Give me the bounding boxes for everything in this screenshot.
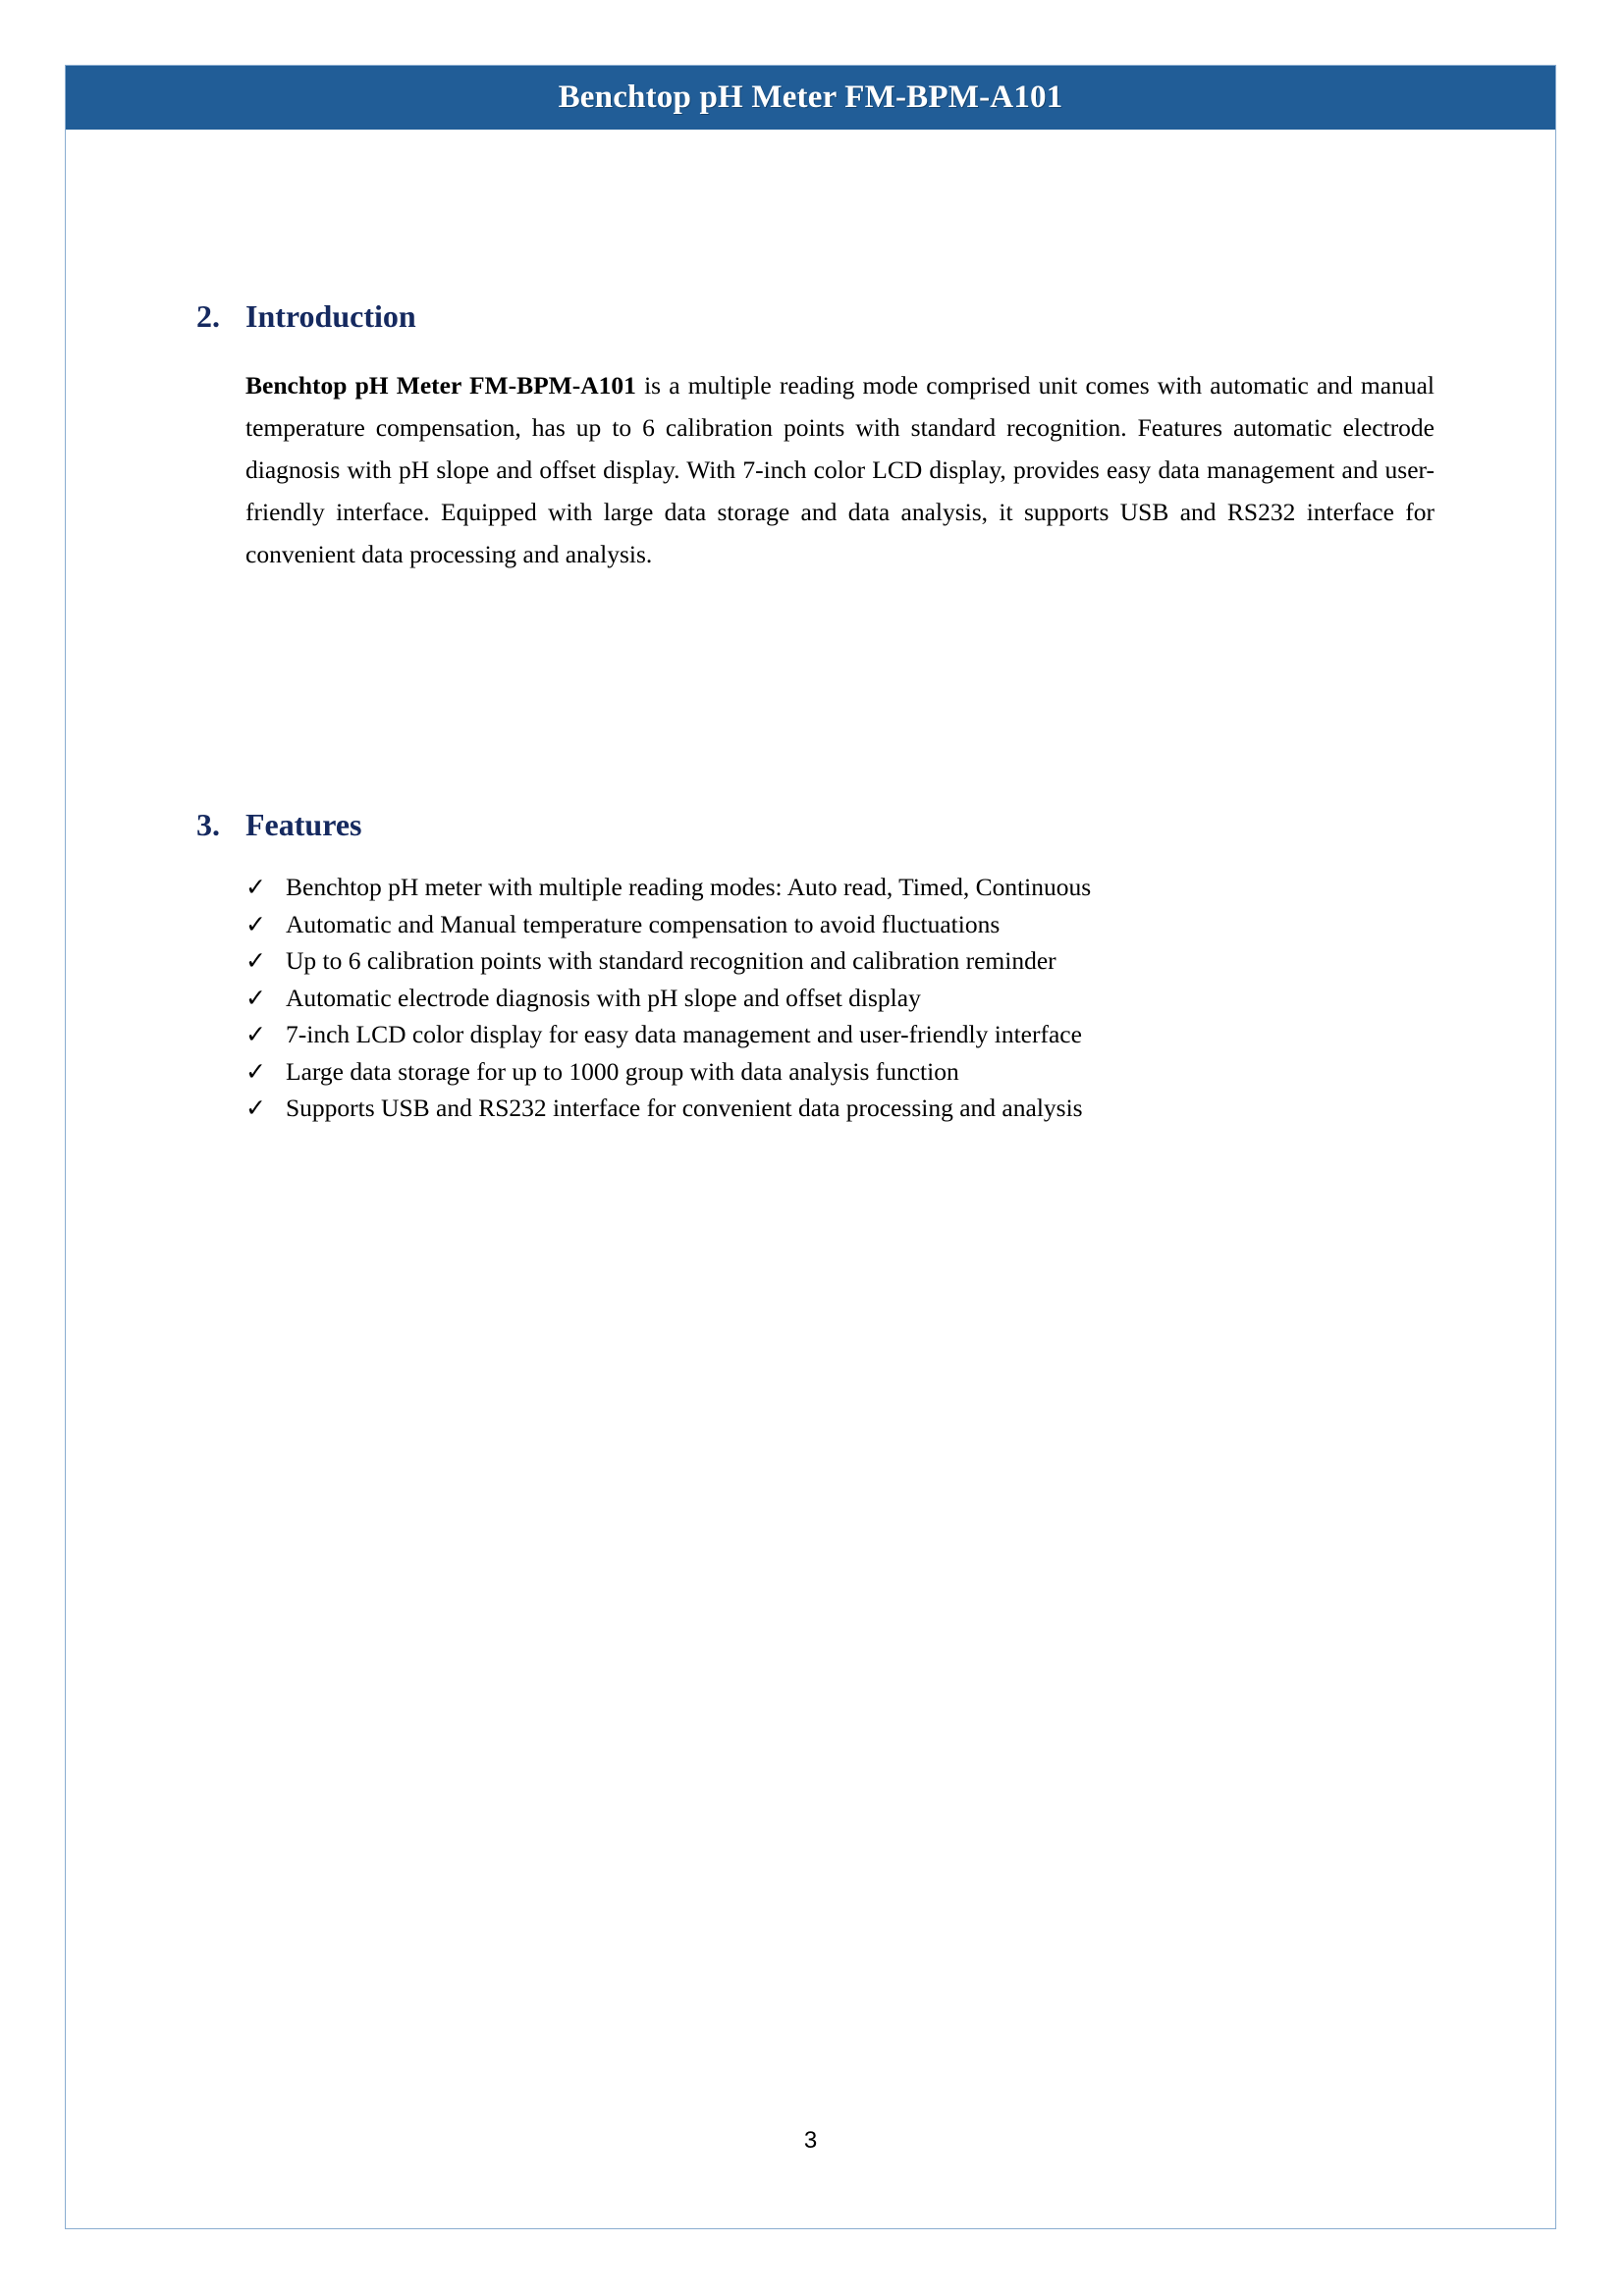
checkmark-icon: ✓ <box>245 1094 266 1122</box>
section-title-features: Features <box>245 807 362 842</box>
product-name-bold: Benchtop pH Meter FM-BPM-A101 <box>245 371 636 400</box>
section-title-introduction: Introduction <box>245 298 416 334</box>
introduction-paragraph <box>245 364 1435 575</box>
checkmark-icon: ✓ <box>245 1056 266 1086</box>
feature-text: Automatic and Manual temperature compensation to avoid fluctuations <box>286 909 1001 938</box>
feature-text: Benchtop pH meter with multiple reading modes: Auto read, Timed, Continuous <box>286 873 1092 901</box>
page-content <box>66 130 1555 2229</box>
list-item <box>245 980 1502 1017</box>
list-item <box>245 906 1502 943</box>
checkmark-icon: ✓ <box>245 909 266 938</box>
introduction-body-text: is a multiple reading mode comprised unit comes with automatic and manual temperature compensation, has up to 6 calibration points with standard recognition. Features automatic electrode diagnosis with pH slope and offset display. With 7-inch color LCD display, provides easy data management and user-friendly interface. Equipped with large data storage and data analysis, it supports USB and RS232 interface for convenient data processing and analysis. <box>245 371 1435 568</box>
checkmark-icon: ✓ <box>245 983 266 1012</box>
list-item <box>245 869 1502 906</box>
feature-text: Automatic electrode diagnosis with pH slope and offset display <box>286 983 921 1012</box>
feature-text: 7-inch LCD color display for easy data management and user-friendly interface <box>286 1020 1082 1048</box>
checkmark-icon: ✓ <box>245 873 266 901</box>
checkmark-icon: ✓ <box>245 1020 266 1048</box>
section-introduction <box>66 298 1555 575</box>
section-features <box>66 807 1555 1127</box>
features-list <box>245 869 1502 1127</box>
feature-text: Supports USB and RS232 interface for convenient data processing and analysis <box>286 1094 1083 1122</box>
heading-introduction <box>66 298 1555 335</box>
list-item <box>245 1053 1502 1091</box>
section-number-features: 3. <box>196 807 220 842</box>
section-number-introduction: 2. <box>196 298 220 334</box>
feature-text: Large data storage for up to 1000 group with data analysis function <box>286 1056 959 1086</box>
document-header-banner <box>66 66 1555 130</box>
list-item <box>245 1090 1502 1127</box>
list-item <box>245 942 1502 980</box>
document-title: Benchtop pH Meter FM-BPM-A101 <box>558 80 1063 115</box>
feature-text: Up to 6 calibration points with standard recognition and calibration reminder <box>286 946 1056 975</box>
list-item <box>245 1016 1502 1053</box>
heading-features <box>66 807 1555 843</box>
page-number: 3 <box>803 2127 818 2154</box>
checkmark-icon: ✓ <box>245 946 266 975</box>
